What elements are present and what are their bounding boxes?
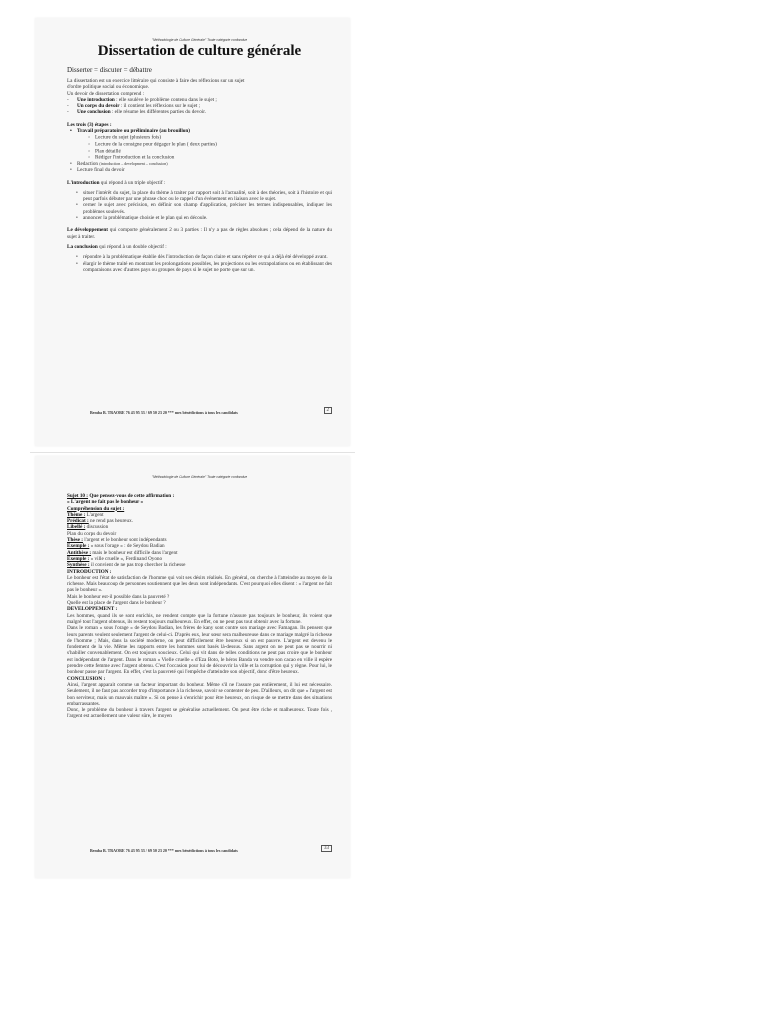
- page-header-note: "Méthodologie de Culture Générale" Toute catégorie confondue: [151, 475, 248, 479]
- page-header-note: "Méthodologie de Culture Générale" Toute catégorie confondue: [151, 38, 248, 42]
- introduction-bullet: • cerner le sujet avec précision, en définir son champ d'application, préciser les termes indispensables, indiquer les problèmes soulevés.: [67, 202, 332, 215]
- plan-item: Synthèse : il convient de ne pas trop chercher la richesse: [67, 562, 186, 569]
- substep-item: ○ Lecture de la consigne pour dégager le plan ( deux parties): [67, 141, 332, 148]
- introduction-bullet: • situer l'intérêt du sujet, la place du thème à traiter par rapport soit à l'actualité, soit à des théories, soit à l'histoire et qui peut parfois débuter par une phrase choc ou le rappel d'un événement en liaison avec le sujet.: [67, 190, 332, 203]
- page-number: 2: [324, 407, 333, 414]
- analysis-item: Thème : L'argent: [67, 511, 104, 518]
- step-item: • Travail préparatoire ou préliminaire (au brouillon): [67, 128, 332, 134]
- introduction-heading: L'introduction qui répond à un triple objectif :: [67, 179, 166, 186]
- analysis-item: Prédicat : ne rend pas heureux.: [67, 518, 133, 525]
- plan-item: Thèse : l'argent et le bonheur sont indépendants: [67, 537, 167, 544]
- plan-heading: Plan du corps du devoir: [67, 530, 117, 537]
- introduction-paragraph: Le bonheur est l'état de satisfaction de l'homme qui voit ses désirs réalisés. En général, on cherche à l'atteindre au moyen de la richesse. Mais beaucoup de personnes soutiennent que les deux sont indépendants. C'est pourquoi elles disent : « l'argent ne fait pas le bonheur ».: [67, 574, 332, 594]
- development-paragraph: Les hommes, quand ils se sont enrichis, ne rendent compte que la fortune n'assure pas toujours le bonheur, ils voient que malgré tout l'argent obtenus, ils restent toujours malheureux. En effet, on ne peut pas tout obtenir avec la fortune.: [67, 612, 332, 625]
- subject-line: Sujet 10 : Que pensez-vous de cette affirmation :: [67, 493, 175, 499]
- conclusion-paragraph: Donc, le problème du bonheur à travers l'argent se généralise actuellement. On peut être riche et malheureux. Toute fois , l'argent est actuellement une valeur sûre, le moyen: [67, 707, 332, 720]
- substep-item: ○ Lecture du sujet (plusieurs fois): [67, 134, 332, 141]
- page-footer: Bemba B. TRAORE 76 43 95 33 / 69 50 23 20 *** mes bénédictions à tous les candidats 2: [90, 410, 332, 415]
- conclusion-bullet: • élargir le thème traité en montrant les prolongations possibles, les projections ou les extrapolations ou en établissant des comparaisons avec d'autres pays ou groupes de pays si le sujet ne porte que sur un.: [67, 261, 332, 274]
- substep-item: ○ Plan détaillé: [67, 148, 332, 155]
- document-page-2: [35, 456, 350, 878]
- part-item: - Une introduction : elle soulève le problème contenu dans le sujet ;: [67, 96, 217, 103]
- plan-item: Exemple : « ville cruelle », Ferdinand Oyono: [67, 555, 163, 562]
- development-heading: DEVELOPPEMENT :: [67, 606, 118, 613]
- conclusion-bullet: • répondre à la problématique établie dès l'introduction de façon claire et sans répéter ce qui a déjà été développé avant.: [67, 254, 332, 260]
- development-paragraph: Dans le roman « sous l'orage » de Seydou Badian, les frères de kany sont contre son mariage avec Famagan. Ils pensent que leurs parents veulent seulement l'argent de celui-ci. D'après eux, leur sœur sera malheureuse dans ce mariage malgré la richesse de l'homme ; Mais, dans la société moderne, on peut difficilement être heureux si on est pauvre. L'argent est devenu le fondement de la vie. Même les rapports entre les hommes sont basés là-dessus. Sans argent on ne peut pas se nourrir ni s'habiller convenablement. On est toujours soucieux. Celui qui vit dans de telles conditions ne peut pas croire que le bonheur est indépendant de l'argent. Dans le roman « Vielle cruelle » d'Eza Boto, le héros Banda va vendre son cacao en ville il espère prendre cette femme avec l'argent obtenu. C'est l'occasion pour lui de découvrir la ville et la corruption qui y règne. Pour lui, le bonheur passe par l'argent. En effet, c'est la pauvreté qui l'empêche d'atteindre son objectif, donc d'être heureux.: [67, 625, 332, 676]
- intro-line: La dissertation est un exercice littéraire qui consiste à faire des réflexions sur un sujet: [67, 78, 245, 84]
- conclusion-paragraph: Ainsi, l'argent apparait comme un facteur important du bonheur. Même s'il ne l'assure pas entièrement, il lui est nécessaire. Seulement, il ne faut pas accorder trop d'importance à la richesse, savoir se contenter de peu. D'ailleurs, on dit que « l'argent est bon serviteur, mais un mauvais maître ». Si on pense à s'enrichir pour être heureux, on risque de se mettre dans des situations embarrassantes.: [67, 681, 332, 707]
- introduction-question: Mais le bonheur est-il possible dans la pauvreté ?: [67, 593, 170, 600]
- document-title: Dissertation de culture générale: [97, 43, 302, 59]
- conclusion-heading: La conclusion qui répond à un double objectif :: [67, 243, 167, 250]
- plan-item: Antithèse : mais le bonheur est difficile dans l'argent: [67, 549, 178, 556]
- steps-heading: Les trois (3) étapes :: [67, 121, 112, 128]
- comprehension-heading: Compréhension du sujet :: [67, 505, 125, 512]
- step-item: • Lecture final du devoir: [67, 167, 332, 173]
- introduction-bullet: • annoncer la problématique choisie et le plan qui en découle.: [67, 215, 332, 221]
- analysis-item: Libellé : discussion: [67, 524, 109, 531]
- introduction-question: Quelle est la place de l'argent dans le bonheur ?: [67, 600, 166, 607]
- development-paragraph: Le développement qui comporte généralement 2 ou 3 parties : Il n'y a pas de règles absolues ; cela dépend de la nature du sujet à traiter.: [67, 227, 332, 240]
- document-subtitle: Disserter = discuter = débattre: [67, 66, 152, 74]
- part-item: - Un corps du devoir : il contient les réflexions sur le sujet ;: [67, 103, 201, 110]
- document-page-1: [35, 18, 350, 446]
- introduction-heading: INTRODUCTION :: [67, 568, 112, 575]
- plan-item: Exemple : « sous l'orage » : de Seydou Badian: [67, 543, 165, 550]
- page-footer: Bemba B. TRAORE 76 43 95 33 / 69 50 23 20 *** mes bénédictions à tous les candidats 33: [90, 848, 332, 853]
- page-number: 33: [321, 845, 332, 852]
- conclusion-heading: CONCLUSION :: [67, 675, 106, 682]
- substep-item: ○ Rédiger l'introduction et la conclusion: [67, 154, 332, 161]
- part-item: - Une conclusion : elle résume les différentes parties du devoir.: [67, 109, 207, 116]
- intro-line: d'ordre politique social ou économique.: [67, 84, 150, 91]
- intro-line: Un devoir de dissertation comprend :: [67, 90, 145, 97]
- step-item: • Redaction (introduction – development – conclusion): [67, 161, 332, 167]
- subject-quote: « L'argent ne fait pas le bonheur »: [67, 499, 144, 506]
- page-divider: [30, 452, 355, 453]
